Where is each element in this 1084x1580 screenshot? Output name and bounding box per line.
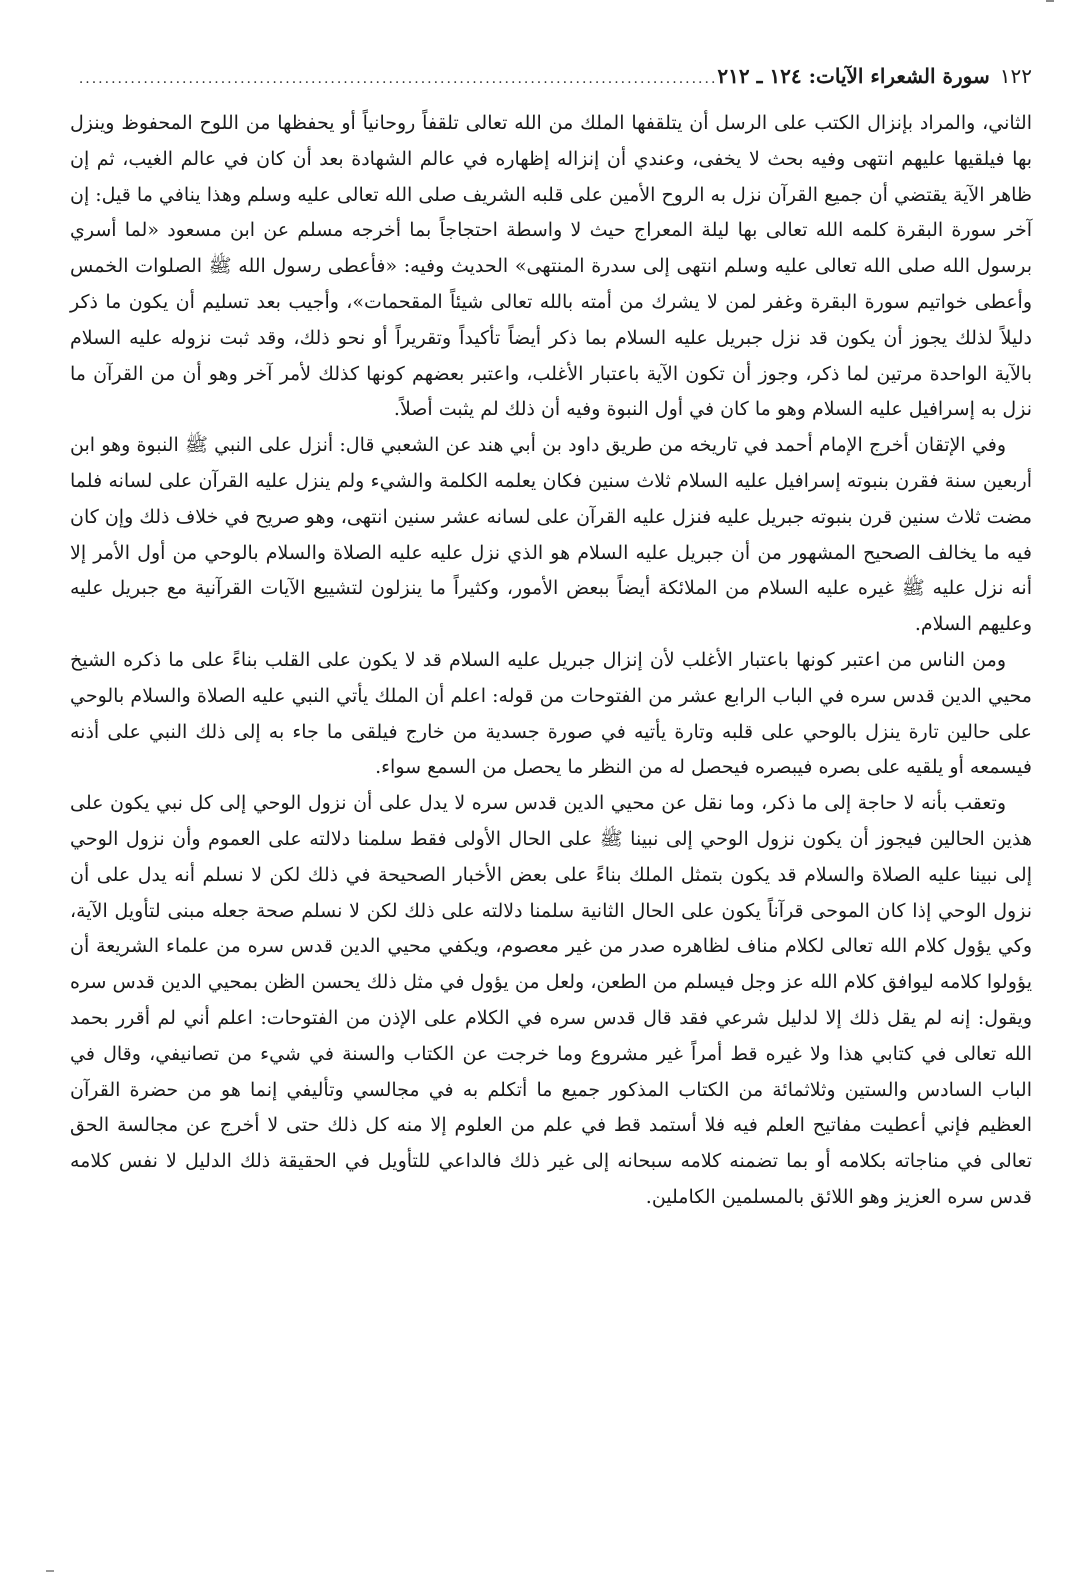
paragraph-2: وفي الإتقان أخرج الإمام أحمد في تاريخه من طريق داود بن أبي هند عن الشعبي قال: أنزل على النبي ﷺ النبوة وهو ابن أربعين سنة فقرن بنبوته إسرافيل عليه السلام ثلاث سنين فكان يعلمه الكلمة والشيء ولم ينزل عليه القرآن على لسانه فلما مضت ثلاث سنين قرن بنبوته جبريل عليه فنزل عليه القرآن على لسانه عشر سنين انتهى، وهو صريح في خلاف ذلك وإن كان فيه ما يخالف الصحيح المشهور من أن جبريل عليه السلام هو الذي نزل عليه عليه الصلاة والسلام بالوحي من أول الأمر إلا أنه نزل عليه ﷺ غيره عليه السلام من الملائكة أيضاً ببعض الأمور، وكثيراً ما ينزلون لتشييع الآيات القرآنية مع جبريل عليه وعليهم السلام.: [70, 434, 1032, 636]
dot-leader: [78, 71, 717, 87]
paragraph-4: وتعقب بأنه لا حاجة إلى ما ذكر، وما نقل عن محيي الدين قدس سره لا يدل على أن نزول الوحي إلى كل نبي يكون على هذين الحالين فيجوز أن يكون نزول الوحي إلى نبينا ﷺ على الحال الأولى فقط سلمنا دلالته على العموم وأن نزول الوحي إلى نبينا عليه الصلاة والسلام قد يكون بتمثل الملك بناءً على بعض الأخبار الصحيحة في ذلك لكن لا نسلم أنه يدل على أن نزول الوحي إذا كان الموحى قرآناً يكون على الحال الثانية سلمنا دلالته على ذلك لكن لا نسلم صحة جعله مبنى لتأويل الآية، وكي يؤول كلام الله تعالى لكلام مناف لظاهره صدر من غير معصوم، ويكفي محيي الدين قدس سره من علماء الشريعة أن يؤولوا كلامه ليوافق كلام الله عز وجل فيسلم من الطعن، ولعل من يؤول في مثل ذلك يحسن الظن بمحيي الدين قدس سره ويقول: إنه لم يقل ذلك إلا لدليل شرعي فقد قال قدس سره في الكلام على الإذن من الفتوحات: اعلم أني لم أقرر بحمد الله تعالى في كتابي هذا ولا غيره قط أمراً غير مشروع وما خرجت عن الكتاب والسنة في شيء من تصانيفي، وقال في الباب السادس والستين وثلاثمائة من الكتاب المذكور جميع ما أتكلم به في مجالسي وتأليفي إنما هو من حضرة القرآن العظيم فإني أعطيت مفاتيح العلم فيه فلا أستمد قط في علم من العلوم إلا منه كل ذلك حتى لا أخرج عن مجالسة الحق تعالى في مناجاته بكلامه أو بما تضمنه كلامه سبحانه إلى غير ذلك فالداعي للتأويل في الحقيقة ذلك الدليل لا نفس كلامه قدس سره العزيز وهو اللائق بالمسلمين الكاملين.: [70, 792, 1032, 1208]
page-number: ١٢٢: [999, 64, 1032, 88]
running-title: سورة الشعراء الآيات: ١٢٤ ـ ٢١٢: [717, 64, 990, 88]
paragraph-3: ومن الناس من اعتبر كونها باعتبار الأغلب لأن إنزال جبريل عليه السلام قد لا يكون على القلب بناءً على ما ذكره الشيخ محيي الدين قدس سره في الباب الرابع عشر من الفتوحات من قوله: اعلم أن الملك يأتي النبي عليه الصلاة والسلام بالوحي على حالين تارة ينزل بالوحي على قلبه وتارة يأتيه في صورة جسدية من خارج فيلقى ما جاء به إلى ذلك النبي على أذنه فيسمعه أو يلقيه على بصره فيبصره فيحصل له من النظر ما يحصل من السمع سواء.: [70, 648, 1032, 779]
paragraph-1: الثاني، والمراد بإنزال الكتب على الرسل أن يتلقفها الملك من الله تعالى تلقفاً روحانياً أو يحفظها من اللوح المحفوظ وينزل بها فيلقيها عليهم انتهى وفيه بحث لا يخفى، وعندي أن إنزاله إظهاره في عالم الشهادة بعد أن كان في عالم الغيب، ثم إن ظاهر الآية يقتضي أن جميع القرآن نزل به الروح الأمين على قلبه الشريف صلى الله تعالى عليه وسلم وهذا ينافي ما قيل: إن آخر سورة البقرة كلمه الله تعالى بها ليلة المعراج حيث لا واسطة احتجاجاً بما أخرجه مسلم عن ابن مسعود «لما أسري برسول الله صلى الله تعالى عليه وسلم انتهى إلى سدرة المنتهى» الحديث وفيه: «فأعطى رسول الله ﷺ الصلوات الخمس وأعطى خواتيم سورة البقرة وغفر لمن لا يشرك من أمته بالله تعالى شيئاً المقحمات»، وأجيب بعد تسليم أن يكون ما ذكر دليلاً لذلك يجوز أن يكون قد نزل جبريل عليه السلام بما ذكر أيضاً تأكيداً وتقريراً أو نحو ذلك، وقد ثبت نزوله عليه السلام بالآية الواحدة مرتين لما ذكر، وجوز أن تكون الآية باعتبار الأغلب، واعتبر بعضهم كونها كذلك لأمر آخر وهو أن من القرآن ما نزل به إسرافيل عليه السلام وهو ما كان في أول النبوة وفيه أن ذلك لم يثبت أصلاً.: [70, 112, 1032, 421]
page-body: [70, 106, 1032, 1216]
margin-mark-bottom: [46, 1570, 54, 1572]
margin-mark: [1046, 0, 1054, 2]
page-header: [70, 64, 1032, 94]
book-page: [70, 64, 1032, 1544]
